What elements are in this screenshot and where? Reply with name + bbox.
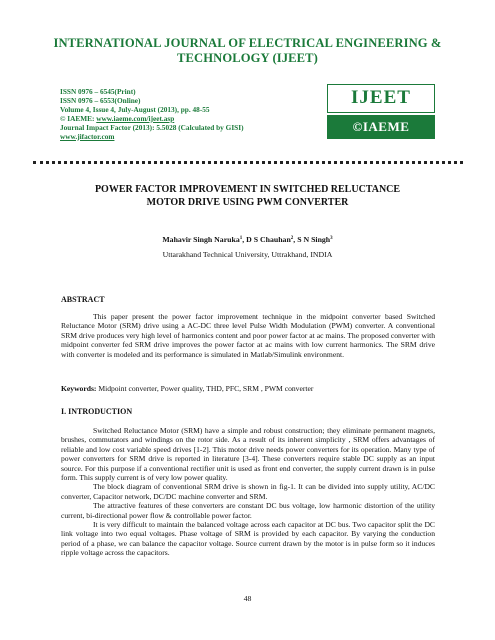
iaeme-link[interactable]: www.iaeme.com/ijeet.asp	[96, 113, 175, 123]
author-1-sup: 1	[239, 236, 243, 241]
issn-online: ISSN 0976 – 6553(Online)	[60, 95, 141, 105]
author-separator: ,	[293, 235, 298, 244]
author-2-sup: 2	[290, 236, 294, 241]
affiliation: Uttarakhand Technical University, Uttrakhand, INDIA	[162, 250, 333, 259]
journal-metadata	[60, 88, 320, 141]
impact-factor: Journal Impact Factor (2013): 5.5028 (Calculated by GISI)	[60, 122, 244, 132]
abstract-body: This paper present the power factor improvement technique in the midpoint converter based Switched Reluctance Motor (SRM) drive using a AC-DC three level Pulse Width Modulation (PWM) converter. A conventional SRM drive produces very high level of harmonics content and poor power factor at ac mains. The proposed converter with midpoint converter fed SRM drive improves the power factor at ac mains with low current harmonics. The SRM drive with converter is modeled and its performance is simulated in Matlab/Simulink environment.	[61, 312, 435, 359]
paper-title-line-2: MOTOR DRIVE USING PWM CONVERTER	[146, 196, 349, 208]
author-2: D S Chauhan	[246, 235, 291, 244]
logo-ijeet: IJEET	[327, 84, 435, 113]
intro-paragraph-3: The attractive features of these converters are constant DC bus voltage, low harmonic distortion of the utility current, bi-directional power flow & controllable power factor.	[61, 501, 435, 520]
journal-logo	[327, 84, 435, 139]
intro-paragraph-1: Switched Reluctance Motor (SRM) have a simple and robust construction; they eliminate permanent magnets, brushes, commutators and windings on the rotor side. As a result of its inherent simplicity , SRM offers advantages of reliable and low cost variable speed drives [1-2]. This motor drive needs power converters for its operation. Many type of power converters for SRM drive is reported in literature [3-4]. These converters require stable DC supply as an input source. For this purpose if a conventional rectifier unit is used as front end converter, the supply current drawn is in pulse form. This supply current is of very low power quality.	[61, 426, 435, 483]
author-3: S N Singh	[297, 235, 331, 244]
header-divider	[33, 161, 463, 164]
paper-title-line-1: POWER FACTOR IMPROVEMENT IN SWITCHED RELUCTANCE	[94, 184, 401, 195]
intro-paragraph-2: The block diagram of conventional SRM drive is shown in fig-1. It can be divided into supply utility, AC/DC converter, Capacitor network, DC/DC machine converter and SRM.	[61, 482, 435, 501]
abstract-heading: ABSTRACT	[61, 295, 105, 304]
introduction-heading: I. INTRODUCTION	[61, 407, 133, 416]
logo-iaeme: ©IAEME	[327, 115, 435, 139]
introduction-body	[61, 426, 435, 558]
journal-title	[40, 36, 455, 66]
authors	[60, 234, 435, 245]
iaeme-label: © IAEME:	[60, 113, 97, 123]
author-3-sup: 3	[330, 236, 333, 241]
journal-title-line-2: TECHNOLOGY (IJEET)	[177, 51, 318, 65]
journal-title-line-1: INTERNATIONAL JOURNAL OF ELECTRICAL ENGINEERING &	[53, 36, 442, 50]
issn-print: ISSN 0976 – 6545(Print)	[60, 87, 136, 96]
author-1: Mahavir Singh Naruka	[162, 235, 240, 244]
keywords	[61, 384, 435, 393]
author-separator: ,	[242, 235, 247, 244]
keywords-label: Keywords:	[61, 384, 97, 393]
page-number: 48	[243, 594, 252, 603]
intro-paragraph-4: It is very difficult to maintain the balanced voltage across each capacitor at DC bus. Two capacitor split the DC link voltage into two equal voltages. Phase voltage of SRM is provided by each capacitor. By varying the conduction period of a phase, we can balance the capacitor voltage. Source current drawn by the motor is in pulse form so it induces ripple voltage across the capacitors.	[61, 520, 435, 558]
keywords-text: Midpoint converter, Power quality, THD, PFC, SRM , PWM converter	[96, 384, 314, 393]
jifactor-link[interactable]: www.jifactor.com	[60, 131, 115, 141]
volume-issue: Volume 4, Issue 4, July-August (2013), pp. 48-55	[60, 104, 210, 114]
paper-title	[60, 184, 435, 209]
